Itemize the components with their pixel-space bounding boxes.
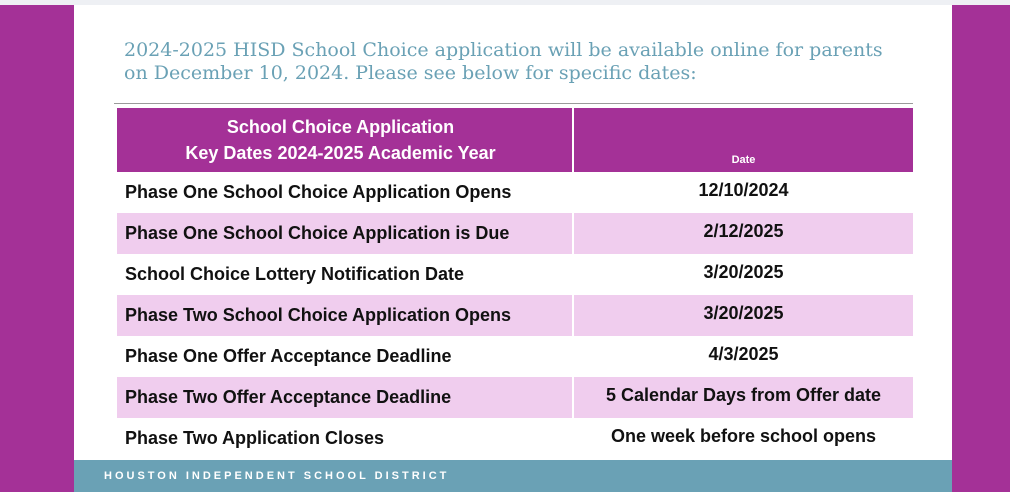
key-dates-table (117, 108, 913, 459)
header-date-cell: Date (731, 154, 756, 166)
event-cell: Phase Two Offer Acceptance Deadline (117, 377, 574, 418)
intro-text: 2024-2025 HISD School Choice application will be available online for parents on December 10, 2024. Please see below for specific dates: (124, 39, 883, 84)
table-row (117, 213, 913, 254)
district-footer: HOUSTON INDEPENDENT SCHOOL DISTRICT (74, 460, 952, 492)
date-cell: 4/3/2025 (708, 344, 779, 364)
date-cell: 2/12/2025 (703, 221, 784, 241)
date-cell: One week before school opens (610, 426, 877, 446)
event-cell: Phase Two Application Closes (117, 418, 574, 459)
event-cell: Phase One Offer Acceptance Deadline (117, 336, 574, 377)
table-row (117, 172, 913, 213)
event-cell: Phase One School Choice Application Opens (117, 172, 574, 213)
divider-line (114, 103, 913, 104)
right-magenta-panel (952, 5, 1010, 492)
left-magenta-panel (0, 5, 74, 492)
date-cell: 3/20/2025 (703, 262, 784, 282)
table-row (117, 418, 913, 459)
event-cell: Phase Two School Choice Application Opens (117, 295, 574, 336)
date-cell: 3/20/2025 (703, 303, 784, 323)
slide-content (74, 5, 952, 492)
table-row (117, 295, 913, 336)
date-cell: 12/10/2024 (698, 180, 789, 200)
table-row (117, 254, 913, 295)
date-cell: 5 Calendar Days from Offer date (605, 385, 882, 405)
event-cell: School Choice Lottery Notification Date (117, 254, 574, 295)
table-row (117, 377, 913, 418)
header-title-cell (117, 108, 574, 172)
header-title-line2: Key Dates 2024-2025 Academic Year (185, 143, 496, 163)
table-header-row (117, 108, 913, 172)
header-title-line1: School Choice Application (226, 117, 455, 137)
event-cell: Phase One School Choice Application is Due (117, 213, 574, 254)
table-row (117, 336, 913, 377)
